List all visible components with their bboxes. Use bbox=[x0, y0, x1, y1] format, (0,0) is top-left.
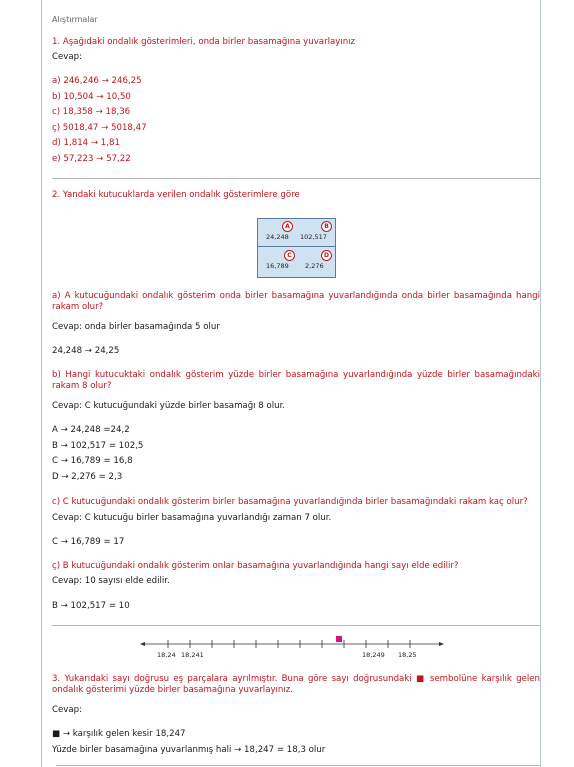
q2d-answer: Cevap: 10 sayısı elde edilir. bbox=[52, 576, 170, 586]
tick-label: 18,25 bbox=[398, 651, 417, 659]
q2b-question: b) Hangi kutucuktaki ondalık gösterim yüzde birler basamağına yuvarlandığında yüzde birler basamağındaki rakam 8 olur? bbox=[52, 370, 540, 391]
tick-label: 18,249 bbox=[362, 651, 385, 659]
divider bbox=[52, 178, 540, 179]
q3-line-2: Yüzde birler basamağına yuvarlanmış hali → 18,247 = 18,3 olur bbox=[52, 745, 326, 755]
q2a-question: a) A kutucuğundaki ondalık gösterim onda birler basamağına yuvarlandığında onda birler basamağında hangi rakam olur? bbox=[52, 291, 540, 312]
number-line-axis bbox=[140, 633, 444, 653]
question-2: 2. Yandaki kutucuklarda verilen ondalık gösterimlere göre bbox=[52, 190, 300, 200]
tick-label: 18,24 bbox=[157, 651, 176, 659]
box-divider bbox=[258, 246, 335, 247]
box-d-badge: D bbox=[321, 250, 332, 261]
q1-answer-label: Cevap: bbox=[52, 52, 82, 62]
q1-item-c-cedilla: ç) 5018,47 → 5018,47 bbox=[52, 123, 147, 133]
question-1: 1. Aşağıdaki ondalık gösterimleri, onda birler basamağına yuvarlayınız bbox=[52, 37, 356, 47]
box-a-badge: A bbox=[282, 221, 293, 232]
q2b-answer: Cevap: C kutucuğundaki yüzde birler basamağı 8 olur. bbox=[52, 401, 286, 411]
q3-line-1-text: → karşılık gelen kesir 18,247 bbox=[62, 729, 186, 739]
question-3 bbox=[52, 674, 540, 696]
divider bbox=[56, 765, 540, 766]
box-b-badge: B bbox=[321, 221, 332, 232]
box-d-value: 2,276 bbox=[305, 262, 324, 270]
q2a-answer: Cevap: onda birler basamağında 5 olur bbox=[52, 322, 220, 332]
q2d-question: ç) B kutucuğundaki ondalık gösterim onlar basamağına yuvarlandığında hangi sayı elde edilir? bbox=[52, 561, 459, 571]
value-boxes-figure bbox=[257, 218, 336, 278]
q1-item-d: d) 1,814 → 1,81 bbox=[52, 138, 120, 148]
box-a-value: 24,248 bbox=[266, 233, 289, 241]
q2a-work: 24,248 → 24,25 bbox=[52, 346, 120, 356]
square-symbol-icon: ■ bbox=[52, 729, 61, 739]
q2b-work-d: D → 2,276 = 2,3 bbox=[52, 472, 123, 482]
q1-item-c: c) 18,358 → 18,36 bbox=[52, 107, 131, 117]
q3-answer-label: Cevap: bbox=[52, 705, 82, 715]
q2b-work-a: A → 24,248 =24,2 bbox=[52, 425, 130, 435]
q2c-question: c) C kutucuğundaki ondalık gösterim birler basamağına yuvarlandığında birler basamağındaki rakam kaç olur? bbox=[52, 497, 528, 507]
q3-line-1 bbox=[52, 729, 186, 740]
section-title: Alıştırmalar bbox=[52, 15, 98, 24]
marker-square bbox=[336, 636, 342, 642]
number-line bbox=[140, 633, 444, 663]
q2b-work-b: B → 102,517 = 102,5 bbox=[52, 441, 144, 451]
q2c-work: C → 16,789 = 17 bbox=[52, 537, 125, 547]
divider bbox=[52, 625, 540, 626]
q1-item-b: b) 10,504 → 10,50 bbox=[52, 92, 131, 102]
q3-text-pre: 3. Yukarıdaki sayı doğrusu eş parçalara ayrılmıştır. Buna göre sayı doğrusundaki bbox=[52, 674, 412, 684]
q3-text-post: sembolüne karşılık gelen ondalık gösterimi yüzde birler basamağına yuvarlayınız. bbox=[52, 674, 540, 695]
tick-label: 18,241 bbox=[181, 651, 204, 659]
box-c-value: 16,789 bbox=[266, 262, 289, 270]
box-b-value: 102,517 bbox=[300, 233, 327, 241]
q2d-work: B → 102,517 = 10 bbox=[52, 601, 130, 611]
square-symbol-icon: ■ bbox=[415, 674, 426, 684]
q1-item-e: e) 57,223 → 57,22 bbox=[52, 154, 131, 164]
q1-item-a: a) 246,246 → 246,25 bbox=[52, 76, 142, 86]
q2c-answer: Cevap: C kutucuğu birler basamağına yuvarlandığı zaman 7 olur. bbox=[52, 513, 332, 523]
q2b-work-c: C → 16,789 = 16,8 bbox=[52, 456, 133, 466]
box-c-badge: C bbox=[284, 250, 295, 261]
